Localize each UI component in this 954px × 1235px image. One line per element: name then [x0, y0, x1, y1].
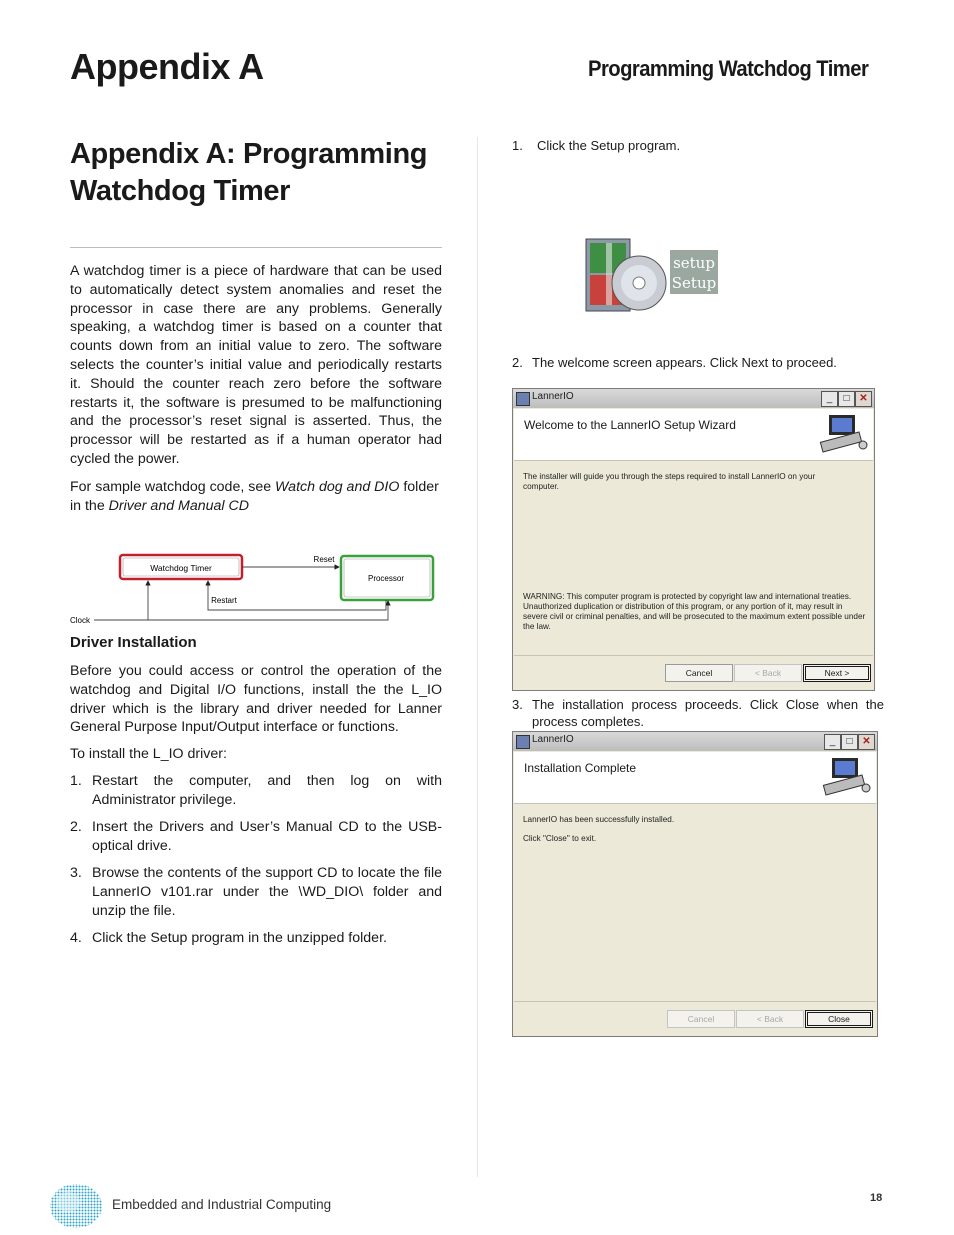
close-icon[interactable]: ✕ [858, 734, 875, 750]
watchdog-label: Watchdog Timer [150, 563, 212, 573]
sample-mid: folder in the [70, 479, 439, 514]
install-step-3 [70, 864, 442, 922]
restart-label: Restart [211, 596, 237, 605]
welcome-warning-text: WARNING: This computer program is protected by copyright law and international treaties. Unauthorized duplication or distribution of this program, or any portion of it, may result in severe civil or criminal penalties, and will be prosecuted to the maximum extent possible under the law. [523, 592, 866, 631]
footer-text: Embedded and Industrial Computing [112, 1197, 332, 1212]
clock-arrow-1 [94, 581, 148, 620]
step-number: 3. [70, 865, 82, 881]
sample-cd: Driver and Manual CD [108, 497, 250, 514]
clock-arrow-2 [148, 601, 388, 620]
computer-icon [819, 411, 869, 457]
install-complete-dialog [512, 731, 878, 1037]
dialog-header [514, 409, 873, 461]
section-header: Programming Watchdog Timer [588, 56, 869, 81]
dialog-header [514, 752, 876, 804]
cancel-button[interactable]: Cancel [665, 664, 733, 682]
next-button[interactable]: Next > [803, 664, 871, 682]
close-icon[interactable]: ✕ [855, 391, 872, 407]
right-step-1-number: 1. [512, 138, 523, 153]
setup-icon-label-1: setup [673, 254, 715, 272]
page-number: 18 [870, 1192, 883, 1204]
welcome-header-title: Welcome to the LannerIO Setup Wizard [524, 418, 736, 432]
complete-line-1: LannerIO has been successfully installed. [523, 815, 675, 824]
install-step-4 [70, 929, 442, 949]
step-number: 1. [70, 773, 82, 789]
clock-label: Clock [70, 616, 91, 625]
reset-label: Reset [313, 555, 335, 564]
sample-code-paragraph [70, 478, 442, 516]
dialog-title: LannerIO [532, 391, 574, 402]
app-icon [516, 392, 530, 406]
step-number: 4. [70, 930, 82, 946]
step-number: 2. [70, 819, 82, 835]
intro-paragraph: A watchdog timer is a piece of hardware that can be used to automatically detect system anomalies and reset the processor in case there are any problems. Generally speaking, a watchdog timer is based on a counter that counts down from an initial value to zero. The software selects the counter’s initial value and periodically restarts it. Should the counter reach zero before the software restarts it, the software is presumed to be malfunctioning and the processor’s reset signal is asserted. Thus, the processor will be restarted as if a human operator had cycled the power. [70, 263, 442, 467]
setup-icon-label-2: Setup [671, 274, 717, 292]
install-step-1 [70, 772, 442, 812]
company-logo-icon [48, 1182, 104, 1230]
main-heading: Appendix A: Programming Watchdog Timer [70, 138, 428, 207]
right-step-2-number: 2. [512, 355, 523, 370]
watchdog-diagram [68, 550, 448, 628]
welcome-body-text: The installer will guide you through the steps required to install LannerIO on your computer. [523, 472, 816, 491]
step-text: Restart the computer, and then log on with Administrator privilege. [92, 773, 442, 808]
complete-line-2: Click "Close" to exit. [523, 834, 597, 843]
sample-folder: Watch dog and DIO [275, 479, 400, 495]
back-button[interactable]: < Back [734, 664, 802, 682]
right-step-3-number: 3. [512, 697, 523, 712]
heading-rule [70, 247, 442, 248]
app-icon [516, 735, 530, 749]
driver-installation-heading: Driver Installation [70, 634, 197, 651]
button-separator [514, 655, 873, 656]
welcome-dialog [512, 388, 875, 691]
cancel-button[interactable]: Cancel [667, 1010, 735, 1028]
maximize-icon[interactable]: □ [841, 734, 858, 750]
minimize-icon[interactable]: _ [824, 734, 841, 750]
complete-header-title: Installation Complete [524, 761, 637, 775]
processor-label: Processor [367, 574, 405, 583]
dialog-titlebar [513, 732, 877, 751]
right-step-3-text: The installation process proceeds. Click Close when the process completes. [532, 697, 884, 729]
column-divider [477, 137, 478, 1177]
sample-prefix: For sample watchdog code, see [70, 479, 276, 495]
install-step-2 [70, 818, 442, 858]
step-text: Browse the contents of the support CD to locate the file LannerIO v101.rar under the \WD_DIO\ folder and unzip the file. [92, 865, 442, 919]
step-text: Insert the Drivers and User’s Manual CD to the USB-optical drive. [92, 819, 442, 854]
computer-icon [822, 754, 872, 800]
dialog-titlebar [513, 389, 874, 408]
to-install-label: To install the L_IO driver: [70, 746, 227, 762]
right-step-1-text: Click the Setup program. [537, 138, 681, 153]
minimize-icon[interactable]: _ [821, 391, 838, 407]
right-step-2-text: The welcome screen appears. Click Next to proceed. [532, 355, 837, 370]
dialog-title: LannerIO [532, 734, 574, 745]
button-separator [514, 1001, 876, 1002]
setup-program-icon[interactable] [584, 233, 724, 319]
appendix-title: Appendix A [70, 46, 264, 87]
step-text: Click the Setup program in the unzipped folder. [92, 930, 387, 946]
close-button[interactable]: Close [805, 1010, 873, 1028]
maximize-icon[interactable]: □ [838, 391, 855, 407]
driver-intro-paragraph: Before you could access or control the operation of the watchdog and Digital I/O functions, install the the L_IO driver which is the library and driver needed for Lanner General Purpose Input/Output interface or functions. [70, 663, 442, 736]
back-button[interactable]: < Back [736, 1010, 804, 1028]
